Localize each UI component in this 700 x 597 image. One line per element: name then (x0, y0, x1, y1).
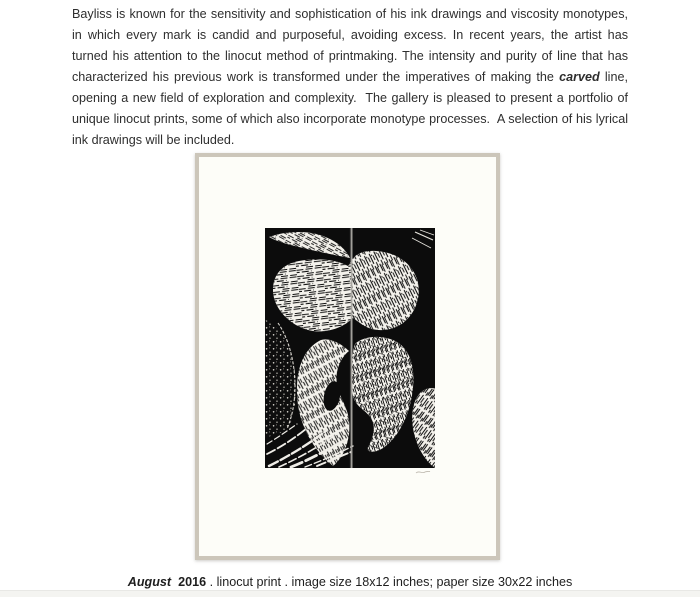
emphasis-carved: carved (559, 70, 600, 84)
page-bottom-edge (0, 590, 700, 597)
artist-signature-mark (415, 469, 431, 475)
panel-seam-highlight (350, 228, 351, 468)
intro-text-before: Bayliss is known for the sensitivity and sophistication of his ink drawings and viscosity monotypes, in which every mark is candid and purposeful, avoiding excess. In recent years, the artist has turned his attention to the linocut method of printmaking. The intensity and purity of line that has characterized his previous work is transformed under the imperatives of making the (72, 7, 632, 84)
linocut-print-image (265, 228, 435, 468)
caption-year: 2016 (178, 575, 207, 589)
intro-text-after: line, opening a new field of exploration and complexity. The gallery is pleased to present a portfolio of unique linocut prints, some of which also incorporate monotype processes. A selection of his lyrical ink drawings will be included. (72, 70, 632, 147)
artwork-caption (0, 574, 700, 590)
panel-seam (351, 228, 353, 468)
intro-paragraph (72, 4, 632, 151)
caption-details: . linocut print . image size 18x12 inches; paper size 30x22 inches (206, 575, 573, 589)
caption-month: August (127, 575, 172, 589)
artwork-frame (195, 153, 500, 560)
